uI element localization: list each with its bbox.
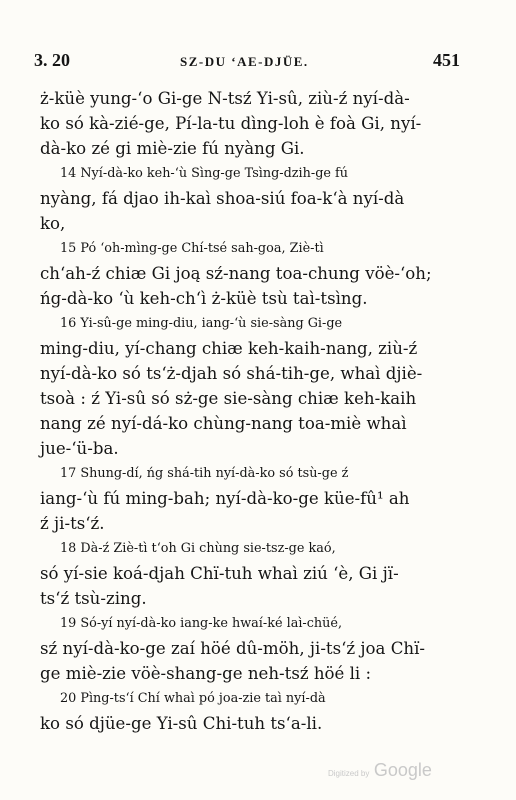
- verse-16: [40, 311, 460, 461]
- text-line: jue-‘ü-ba.: [40, 439, 119, 458]
- verse-18: [40, 536, 460, 611]
- text-line: nang zé nyí-dá-ko chùng-nang toa-miè whaì: [40, 414, 407, 433]
- text-line: só yí-sie koá-djah Chï-tuh whaì ziú ‘è, Gi jï-: [40, 564, 399, 583]
- text-line: ko só kà-zié-ge, Pí-la-tu dìng-loh è foà Gi, nyí-: [40, 114, 422, 133]
- running-header: [34, 50, 460, 76]
- text-line: 20 Pìng-ts‘í Chí whaì pó joa-zie taì nyí-dà: [60, 691, 326, 706]
- running-title: SZ-DU ‘AE-DJÜE.: [180, 54, 309, 69]
- text-line: 19 Só-yí nyí-dà-ko iang-ke hwaí-ké laì-chüé,: [60, 616, 343, 631]
- text-line: ko,: [40, 214, 66, 233]
- text-line: ming-diu, yí-chang chiæ keh-kaih-nang, ziù-ź: [40, 339, 418, 358]
- watermark-brand: Google: [373, 760, 432, 780]
- text-line: ż-küè yung-‘o Gi-ge N-tsź Yi-sû, ziù-ź nyí-dà-: [40, 89, 410, 108]
- verse-17: [40, 461, 460, 536]
- text-line: 14 Nyí-dà-ko keh-‘ù Sìng-ge Tsìng-dzih-ge fú: [60, 166, 349, 181]
- text-line: nyí-dà-ko só ts‘ż-djah só shá-tih-ge, whaì djiè-: [40, 364, 423, 383]
- text-line: 16 Yi-sû-ge ming-diu, iang-‘ù sie-sàng Gi-ge: [60, 316, 343, 331]
- text-line: ge miè-zie vöè-shang-ge neh-tsź höé li :: [40, 664, 372, 683]
- text-line: ch‘ah-ź chiæ Gi joą sź-nang toa-chung vöè-‘oh;: [40, 264, 432, 283]
- text-line: ko só djüe-ge Yi-sû Chi-tuh ts‘a-li.: [40, 714, 323, 733]
- verse-15: [40, 236, 460, 311]
- text-line: ź ji-ts‘ź.: [40, 514, 105, 533]
- text-line: ts‘ź tsù-zing.: [40, 589, 147, 608]
- text-line: nyàng, fá djao ih-kaì shoa-siú foa-k‘à nyí-dà: [40, 189, 405, 208]
- chapter-reference: 3. 20: [34, 50, 70, 70]
- watermark-prefix: Digitized by: [328, 769, 370, 778]
- text-line: 18 Dà-ź Ziè-tì t‘oh Gi chùng sie-tsz-ge kaó,: [60, 541, 336, 556]
- text-line: sź nyí-dà-ko-ge zaí höé dû-möh, ji-ts‘ź joa Chï-: [40, 639, 426, 658]
- text-line: iang-‘ù fú ming-bah; nyí-dà-ko-ge küe-fû¹ ah: [40, 489, 410, 508]
- text-line: ńg-dà-ko ‘ù keh-ch‘ì ż-küè tsù taì-tsìng.: [40, 289, 368, 308]
- page-body: [40, 86, 460, 736]
- verse-14: [40, 161, 460, 236]
- text-line: tsoà : ź Yi-sû só sż-ge sie-sàng chiæ keh-kaih: [40, 389, 417, 408]
- verse-19: [40, 611, 460, 686]
- verse-20: [40, 686, 460, 736]
- text-line: dà-ko zé gi miè-zie fú nyàng Gi.: [40, 139, 305, 158]
- digitized-by-google-watermark: [328, 760, 432, 781]
- verse-continuation: [40, 86, 460, 161]
- text-line: 17 Shung-dí, ńg shá-tih nyí-dà-ko só tsù-ge ź: [60, 466, 349, 481]
- page-number: 451: [433, 50, 460, 70]
- text-line: 15 Pó ‘oh-mìng-ge Chí-tsé sah-goa, Ziè-tì: [60, 241, 324, 256]
